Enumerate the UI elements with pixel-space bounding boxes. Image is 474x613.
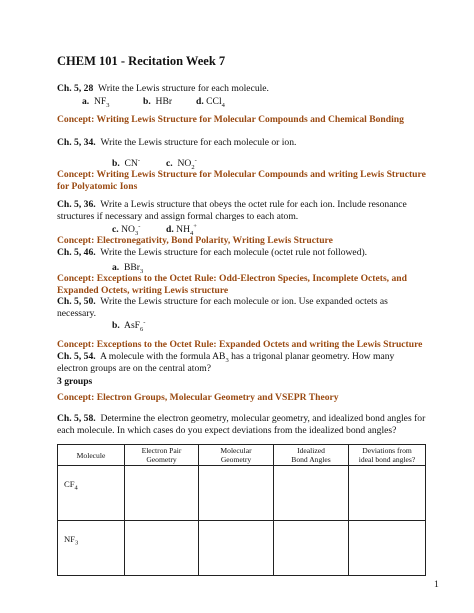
answer-cell[interactable] — [274, 466, 349, 521]
part-b: b. CN- — [112, 156, 141, 169]
page-number: 1 — [434, 579, 439, 590]
table-header: Idealized Bond Angles — [274, 445, 349, 466]
part-c: c. $NO_2^-$ — [166, 156, 197, 171]
answer-cell[interactable] — [349, 521, 426, 576]
table-header: Molecule — [58, 445, 125, 466]
answer-cell[interactable] — [199, 466, 274, 521]
concept-heading: Concept: Writing Lewis Structure for Molecular Compounds and writing Lewis Structure for Polyatomic Ions — [57, 169, 426, 192]
question-ch5-50: Ch. 5, 50. Write the Lewis structure for each molecule or ion. Use expanded octets as necessary. — [57, 296, 388, 319]
table-header: Molecular Geometry — [199, 445, 274, 466]
answer-text: 3 groups — [57, 376, 93, 387]
table-header: Deviations from ideal bond angles? — [349, 445, 426, 466]
table-row — [58, 466, 426, 521]
part-b: b. HBr — [143, 96, 173, 107]
page-title: CHEM 101 - Recitation Week 7 — [57, 54, 226, 68]
concept-heading: Concept: Exceptions to the Octet Rule: Expanded Octets and writing the Lewis Structure — [57, 339, 423, 350]
table-header-row — [58, 445, 426, 466]
answer-cell[interactable] — [274, 521, 349, 576]
answer-cell[interactable] — [125, 521, 199, 576]
molecule-cell: $CF_4$ — [58, 466, 125, 521]
concept-heading: Concept: Writing Lewis Structure for Molecular Compounds and Chemical Bonding — [57, 114, 404, 125]
question-ch5-54: Ch. 5, 54. A molecule with the formula $AB_3$ has a trigonal planar geometry. How many electron groups are on the central atom? — [57, 351, 395, 374]
part-a: a. BBr$_3$ — [112, 262, 144, 275]
concept-heading: Concept: Exceptions to the Octet Rule: Odd-Electron Species, Incomplete Octets, and Expanded Octets, writing Lewis structure — [57, 273, 407, 296]
question-ch5-58: Ch. 5, 58. Determine the electron geometry, molecular geometry, and idealized bond angles for each molecule. In which cases do you expect deviations from the idealized bond angles? — [57, 413, 426, 436]
question-ch5-36: Ch. 5, 36. Write a Lewis structure that obeys the octet rule for each ion. Include resonance structures if necessary and assign formal charges to each atom. — [57, 199, 407, 222]
part-d: d. CCl$_4$ — [196, 96, 225, 109]
question-ch5-28 — [57, 83, 427, 95]
concept-heading: Concept: Electron Groups, Molecular Geometry and VSEPR Theory — [57, 392, 339, 403]
part-c: c. $NO_3^-$ — [112, 222, 141, 237]
answer-cell[interactable] — [199, 521, 274, 576]
question-text: Write the Lewis structure for each molecule. — [98, 83, 269, 94]
question-ref: Ch. 5, 28 — [57, 83, 94, 94]
molecule-cell: $NF_3$ — [58, 521, 125, 576]
answer-cell[interactable] — [125, 466, 199, 521]
table-header: Electron Pair Geometry — [125, 445, 199, 466]
concept-heading: Concept: Electronegativity, Bond Polarity, Writing Lewis Structure — [57, 235, 333, 246]
answer-cell[interactable] — [349, 466, 426, 521]
part-b: b. AsF$_6$- — [112, 318, 146, 333]
part-d: d. $NH_4^+$ — [166, 222, 197, 237]
question-ch5-34: Ch. 5, 34. Write the Lewis structure for each molecule or ion. — [57, 137, 297, 148]
table-row — [58, 521, 426, 576]
question-ch5-46: Ch. 5, 46. Write the Lewis structure for each molecule (octet rule not followed). — [57, 247, 368, 258]
geometry-table — [57, 444, 426, 576]
part-a: a. $NF_3$ — [82, 96, 110, 109]
